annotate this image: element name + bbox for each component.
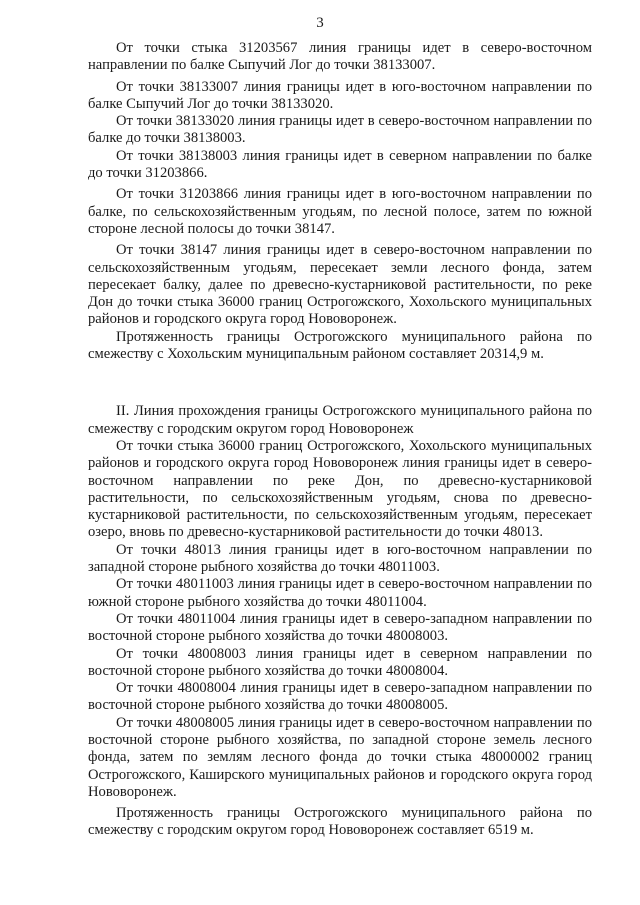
paragraph: От точки 48008005 линия границы идет в северо-восточном направлении по восточной стороне рыбного хозяйства, по западной стороне земель лесного фонда, затем по землям лесного фонда до точки стыка 48000002 границ Острогожского, Каширского муниципальных районов и городского округа город Нововоронеж. <box>88 714 592 800</box>
document-body <box>88 40 592 840</box>
paragraph: От точки 48008004 линия границы идет в северо-западном направлении по восточной стороне рыбного хозяйства до точки 48008005. <box>88 680 592 714</box>
paragraph: От точки 48013 линия границы идет в юго-восточном направлении по западной стороне рыбного хозяйства до точки 48011003. <box>88 541 592 576</box>
paragraph-total-length: Протяженность границы Острогожского муниципального района по смежеству с городским округом город Нововоронеж составляет 6519 м. <box>88 805 592 839</box>
page-number: 3 <box>316 15 324 31</box>
paragraph: От точки 48008003 линия границы идет в северном направлении по восточной стороне рыбного хозяйства до точки 48008004. <box>88 645 592 679</box>
section-heading: II. Линия прохождения границы Острогожского муниципального района по смежеству с городским округом город Нововоронеж <box>88 403 592 437</box>
paragraph: От точки стыка 36000 границ Острогожского, Хохольского муниципальных районов и городского округа город Нововоронеж линия границы идет в северо-восточном направлении по реке Дон, по древесно-кустарниковой растительности, по сельскохозяйственным угодьям, снова по древесно-кустарниковой растительности, по сельскохозяйственным угодьям, пересекает озеро, вновь по древесно-кустарниковой растительности до точки 48013. <box>88 437 592 541</box>
paragraph: От точки 38133007 линия границы идет в юго-восточном направлении по балке Сыпучий Лог до точки 38133020. <box>88 78 592 112</box>
paragraph: От точки 48011003 линия границы идет в северо-восточном направлении по южной стороне рыбного хозяйства до точки 48011004. <box>88 576 592 610</box>
paragraph: От точки 31203866 линия границы идет в юго-восточном направлении по балке, по сельскохозяйственным угодьям, по лесной полосе, затем по южной стороне лесной полосы до точки 38147. <box>88 186 592 237</box>
paragraph: От точки 38147 линия границы идет в северо-восточном направлении по сельскохозяйственным угодьям, пересекает земли лесного фонда, затем пересекает балку, далее по древесно-кустарниковой растительности, по реке Дон до точки стыка 36000 границ Острогожского, Хохольского муниципальных районов и городского округа город Нововоронеж. <box>88 242 592 328</box>
paragraph: От точки 48011004 линия границы идет в северо-западном направлении по восточной стороне рыбного хозяйства до точки 48008003. <box>88 610 592 645</box>
paragraph: От точки 38138003 линия границы идет в северном направлении по балке до точки 31203866. <box>88 147 592 182</box>
paragraph-total-length: Протяженность границы Острогожского муниципального района по смежеству с Хохольским муниципальным районом составляет 20314,9 м. <box>88 328 592 363</box>
paragraph: От точки 38133020 линия границы идет в северо-восточном направлении по балке до точки 38138003. <box>88 113 592 147</box>
paragraph: От точки стыка 31203567 линия границы идет в северо-восточном направлении по балке Сыпучий Лог до точки 38133007. <box>88 40 592 74</box>
